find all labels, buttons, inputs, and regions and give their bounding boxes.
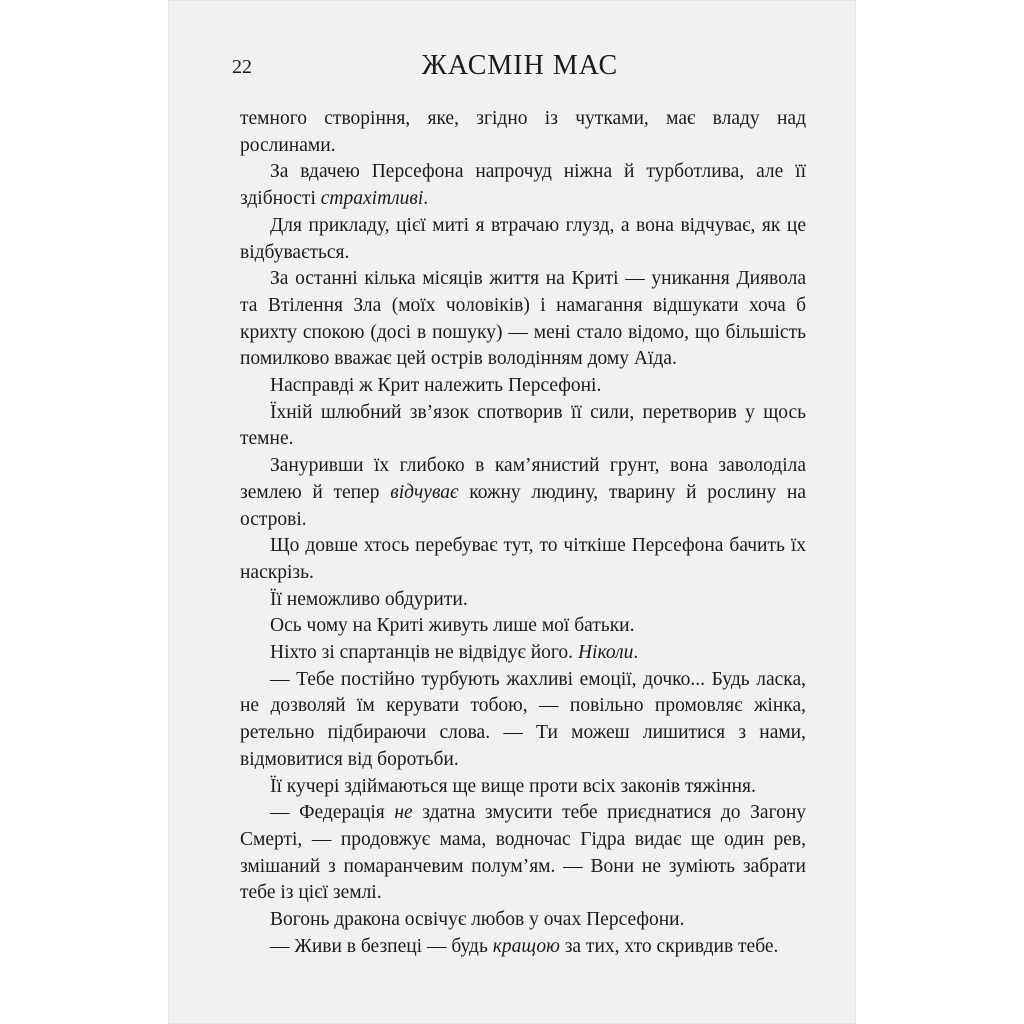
paragraph: [240, 613, 806, 640]
paragraph: [240, 373, 806, 400]
text-run: Її кучері здіймаються ще вище проти всіх законів тяжіння.: [270, 775, 756, 797]
text-run: За вдачею Персефона напрочуд ніжна й турботлива, але її здібності: [240, 161, 806, 210]
paragraph: [240, 907, 806, 934]
text-run: Зануривши їх глибоко в кам’янистий грунт, вона заволоділа землею й тепер: [240, 455, 806, 503]
text-run: темного створіння, яке, згідно із чутками, має владу над рослинами.: [240, 108, 806, 156]
text-run: Ніхто зі спартанців не відвідує його.: [270, 642, 578, 664]
text-run: здатна змусити тебе приєднатися до Загону Смерті, — продовжує мама, водночас Гідра видає ще один рев, змішаний з помаранчевим полум’ям. — Вони не зуміють забрати тебе із цієї землі.: [240, 802, 807, 904]
paragraph: [240, 640, 806, 667]
paragraph: [240, 106, 806, 159]
text-run: За останні кілька місяців життя на Криті — уникання Диявола та Втілення Зла (моїх чоловіків) і намагання відшукати хоча б крихту спокою (досі в пошуку) — мені стало відомо, що більшість помилково вважає цей острів володінням дому Аїда.: [240, 268, 806, 370]
text-run: Вогонь дракона освічує любов у очах Персефони.: [270, 909, 685, 931]
paragraph: [240, 934, 806, 961]
italic-run: Ніколи: [577, 642, 634, 664]
text-run: — Федерація: [270, 802, 395, 824]
text-run: Насправді ж Крит належить Персефоні.: [270, 375, 602, 397]
text-run: кожну людину, тварину й рослину на острові.: [240, 481, 807, 530]
text-run: .: [423, 188, 429, 210]
paragraph: [240, 587, 806, 614]
italic-run: відчуває: [390, 481, 459, 503]
text-run: Для прикладу, цієї миті я втрачаю глузд, а вона відчуває, як це відбувається.: [240, 214, 806, 263]
italic-run: страхітливі: [320, 188, 424, 210]
text-run: за тих, хто скривдив тебе.: [559, 935, 779, 957]
paragraph: [240, 800, 806, 907]
text-run: — Живи в безпеці — будь: [270, 935, 493, 957]
page-header: [232, 50, 808, 90]
paragraph: [240, 774, 806, 801]
paragraph: [240, 400, 806, 453]
paragraph: [240, 533, 806, 586]
book-page: [168, 0, 856, 1024]
paragraph: [240, 667, 806, 774]
text-run: — Тебе постійно турбують жахливі емоції, дочко... Будь ласка, не дозволяй їм керувати тобою, — повільно промовляє жінка, ретельно підбираючи слова. — Ти можеш лишитися з нами, відмовитися від боротьби.: [240, 668, 806, 770]
italic-run: кращою: [492, 935, 560, 957]
paragraph: [240, 159, 806, 212]
page-number: 22: [232, 56, 252, 78]
text-run: Що довше хтось перебуває тут, то чіткіше Персефона бачить їх наскрізь.: [240, 535, 806, 583]
paragraph: [240, 213, 806, 266]
paragraph: [240, 266, 806, 373]
body-text: [240, 106, 806, 961]
running-title: ЖАСМІН МАС: [421, 50, 619, 81]
text-run: .: [633, 642, 639, 664]
italic-run: не: [394, 802, 413, 824]
text-run: Її неможливо обдурити.: [270, 588, 468, 610]
text-run: Ось чому на Криті живуть лише мої батьки.: [270, 615, 635, 637]
paragraph: [240, 453, 806, 533]
text-run: Їхній шлюбний зв’язок спотворив її сили, перетворив у щось темне.: [240, 401, 806, 450]
